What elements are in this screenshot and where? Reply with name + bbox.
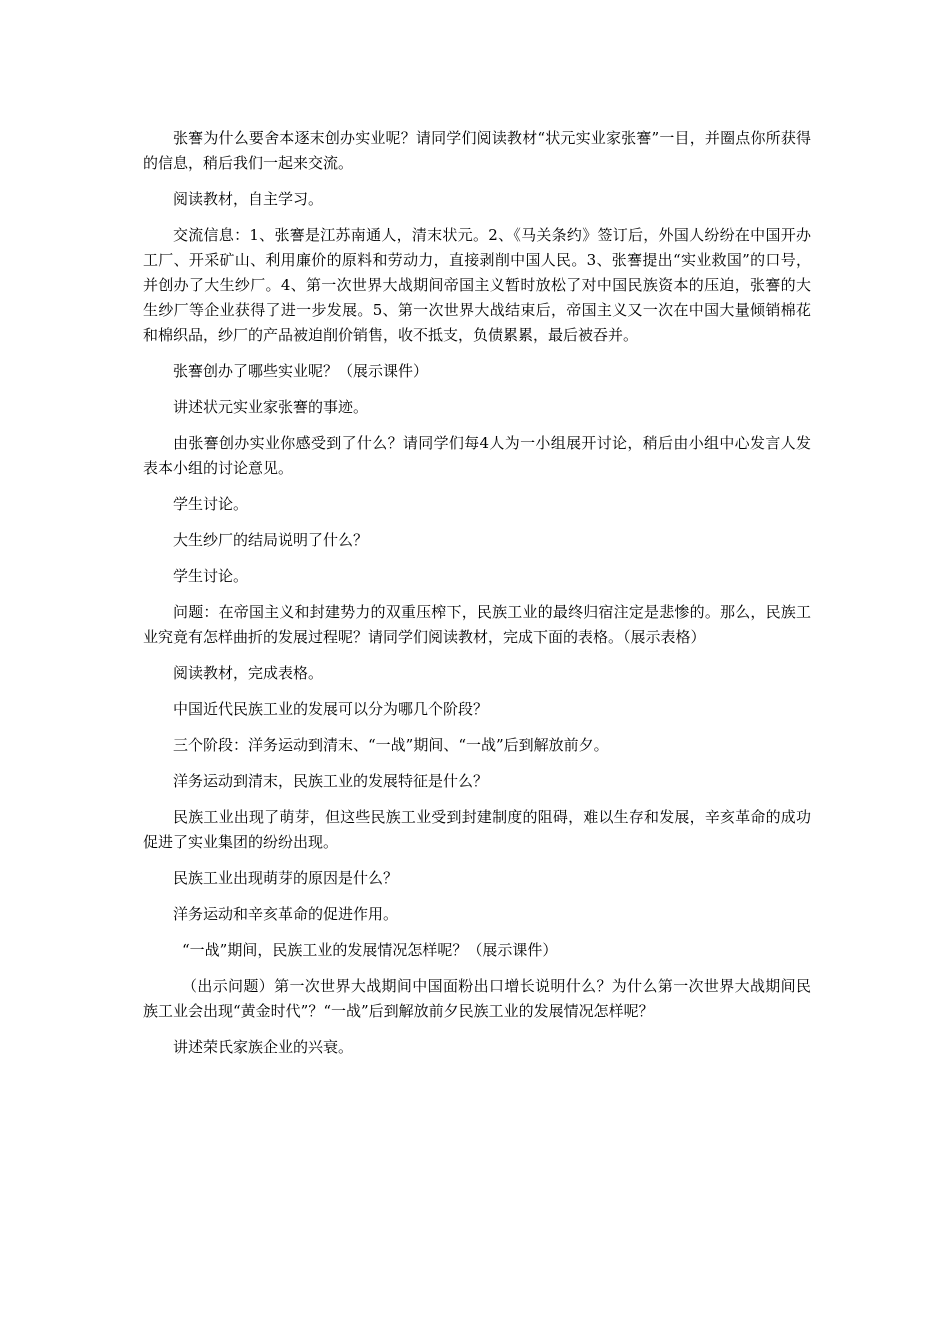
paragraph-student-discuss-2: 学生讨论。 xyxy=(173,567,249,585)
paragraph-zhang-jian-question: 张謇为什么要舍本逐末创办实业呢？请同学们阅读教材“状元实业家张謇”一目，并圈点你所获得的信息，稍后我们一起来交流。 xyxy=(143,129,811,172)
paragraph-features-question: 洋务运动到清末，民族工业的发展特征是什么？ xyxy=(173,772,489,790)
paragraph-three-stages: 三个阶段：洋务运动到清末、“一战”期间、“一战”后到解放前夕。 xyxy=(173,736,609,754)
paragraph-sprouting-answer: 民族工业出现了萌芽，但这些民族工业受到封建制度的阻碍，难以生存和发展，辛亥革命的成功促进了实业集团的纷纷出现。 xyxy=(143,808,811,851)
paragraph-problem-statement: 问题：在帝国主义和封建势力的双重压榨下，民族工业的最终归宿注定是悲惨的。那么，民族工业究竟有怎样曲折的发展过程呢？请同学们阅读教材，完成下面的表格。（展示表格） xyxy=(143,603,811,646)
document-body xyxy=(143,126,811,1071)
paragraph-industries-question: 张謇创办了哪些实业呢？（展示课件） xyxy=(173,362,429,380)
paragraph-complete-table: 阅读教材，完成表格。 xyxy=(173,664,324,682)
paragraph-rong-family: 讲述荣氏家族企业的兴衰。 xyxy=(173,1038,354,1056)
paragraph-show-questions: （出示问题）第一次世界大战期间中国面粉出口增长说明什么？为什么第一次世界大战期间民族工业会出现“黄金时代”？“一战”后到解放前夕民族工业的发展情况怎样呢？ xyxy=(143,977,811,1020)
paragraph-reason-question: 民族工业出现萌芽的原因是什么？ xyxy=(173,869,399,887)
paragraph-student-discuss-1: 学生讨论。 xyxy=(173,495,249,513)
paragraph-reason-answer: 洋务运动和辛亥革命的促进作用。 xyxy=(173,905,399,923)
paragraph-group-discussion: 由张謇创办实业你感受到了什么？请同学们每4人为一小组展开讨论，稍后由小组中心发言人发表本小组的讨论意见。 xyxy=(143,434,811,477)
paragraph-stages-question: 中国近代民族工业的发展可以分为哪几个阶段？ xyxy=(173,700,489,718)
paragraph-read-textbook: 阅读教材，自主学习。 xyxy=(173,190,324,208)
paragraph-wwi-question: “一战”期间，民族工业的发展情况怎样呢？（展示课件） xyxy=(182,941,558,959)
paragraph-exchange-info: 交流信息：1、张謇是江苏南通人，清末状元。2、《马关条约》签订后，外国人纷纷在中国开办工厂、开采矿山、利用廉价的原料和劳动力，直接剥削中国人民。3、张謇提出“实业救国”的口号，并创办了大生纱厂。4、第一次世界大战期间帝国主义暂时放松了对中国民族资本的压迫，张謇的大生纱厂等企业获得了进一步发展。5、第一次世界大战结束后，帝国主义又一次在中国大量倾销棉花和棉织品，纱厂的产品被迫削价销售，收不抵支，负债累累，最后被吞并。 xyxy=(143,226,811,344)
paragraph-narrate-story: 讲述状元实业家张謇的事迹。 xyxy=(173,398,369,416)
paragraph-dasheng-outcome: 大生纱厂的结局说明了什么？ xyxy=(173,531,369,549)
